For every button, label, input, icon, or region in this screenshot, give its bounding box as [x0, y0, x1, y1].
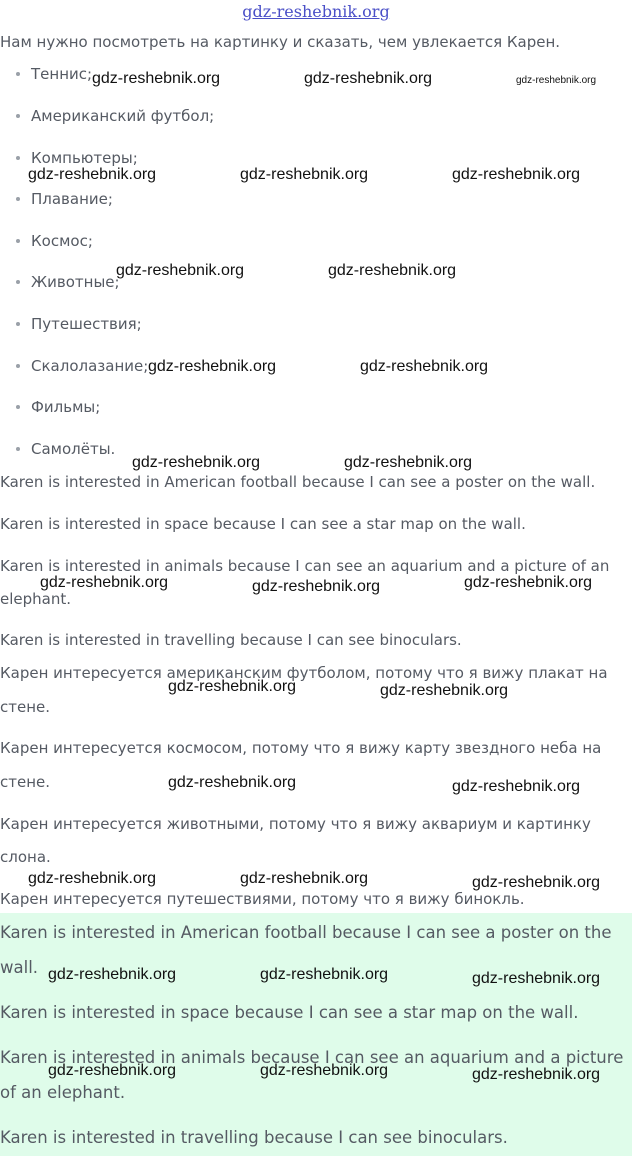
bullet-icon: [16, 72, 20, 76]
russian-sentence: стене.: [0, 773, 51, 791]
hobby-label: Путешествия;: [31, 315, 142, 333]
watermark: gdz-reshebnik.org: [304, 70, 433, 87]
hobby-item: [16, 106, 214, 126]
bullet-icon: [16, 114, 20, 118]
watermark: gdz-reshebnik.org: [116, 262, 245, 279]
hobby-label: Компьютеры;: [31, 149, 138, 167]
hobby-item: [16, 64, 92, 84]
watermark: gdz-reshebnik.org: [148, 358, 277, 375]
intro-text: Нам нужно посмотреть на картинку и сказать, чем увлекается Карен.: [0, 33, 561, 51]
answer-box: [0, 913, 632, 1156]
watermark: gdz-reshebnik.org: [516, 75, 597, 86]
hobby-item: [16, 314, 142, 334]
russian-sentence: стене.: [0, 698, 51, 716]
russian-sentence: Карен интересуется космосом, потому что я вижу карту звездного неба на: [0, 739, 602, 757]
watermark: gdz-reshebnik.org: [168, 678, 297, 695]
bullet-icon: [16, 156, 20, 160]
hobby-item: [16, 189, 113, 209]
watermark: gdz-reshebnik.org: [472, 1066, 601, 1083]
english-sentence: elephant.: [0, 590, 72, 608]
hobby-label: Фильмы;: [31, 398, 101, 416]
watermark: gdz-reshebnik.org: [472, 874, 601, 891]
bullet-icon: [16, 405, 20, 409]
russian-sentence: слона.: [0, 848, 51, 866]
watermark: gdz-reshebnik.org: [240, 166, 369, 183]
hobby-item: [16, 397, 100, 417]
english-sentence: Karen is interested in space because I can see a star map on the wall.: [0, 515, 526, 533]
site-title[interactable]: gdz-reshebnik.org: [242, 2, 390, 21]
hobby-label: Скалолазание;: [31, 357, 149, 375]
watermark: gdz-reshebnik.org: [328, 262, 457, 279]
watermark: gdz-reshebnik.org: [380, 682, 509, 699]
bullet-icon: [16, 239, 20, 243]
bullet-icon: [16, 364, 20, 368]
english-sentence: Karen is interested in travelling because I can see binoculars.: [0, 631, 462, 649]
hobby-label: Плавание;: [31, 190, 113, 208]
hobby-label: Космос;: [31, 232, 93, 250]
watermark: gdz-reshebnik.org: [48, 1062, 177, 1079]
bullet-icon: [16, 197, 20, 201]
bullet-icon: [16, 447, 20, 451]
answer-line: wall.: [0, 958, 39, 977]
watermark: gdz-reshebnik.org: [28, 870, 157, 887]
watermark: gdz-reshebnik.org: [168, 774, 297, 791]
hobby-item: [16, 272, 120, 292]
english-sentence: Karen is interested in animals because I can see an aquarium and a picture of an: [0, 557, 610, 575]
russian-sentence: Карен интересуется американским футболом, потому что я вижу плакат на: [0, 664, 608, 682]
answer-line: Karen is interested in animals because I can see an aquarium and a picture: [0, 1048, 624, 1067]
watermark: gdz-reshebnik.org: [452, 166, 581, 183]
hobby-label: Самолёты.: [31, 440, 116, 458]
watermark: gdz-reshebnik.org: [472, 970, 601, 987]
hobby-label: Американский футбол;: [31, 107, 215, 125]
watermark: gdz-reshebnik.org: [260, 966, 389, 983]
watermark: gdz-reshebnik.org: [92, 70, 221, 87]
watermark: gdz-reshebnik.org: [132, 454, 261, 471]
hobby-item: [16, 231, 93, 251]
watermark: gdz-reshebnik.org: [360, 358, 489, 375]
hobby-label: Теннис;: [31, 65, 93, 83]
watermark: gdz-reshebnik.org: [452, 778, 581, 795]
russian-sentence: Карен интересуется путешествиями, потому что я вижу бинокль.: [0, 890, 525, 908]
bullet-icon: [16, 280, 20, 284]
watermark: gdz-reshebnik.org: [40, 574, 169, 591]
watermark: gdz-reshebnik.org: [344, 454, 473, 471]
watermark: gdz-reshebnik.org: [28, 166, 157, 183]
watermark: gdz-reshebnik.org: [252, 578, 381, 595]
bullet-icon: [16, 322, 20, 326]
watermark: gdz-reshebnik.org: [240, 870, 369, 887]
answer-line: Karen is interested in space because I can see a star map on the wall.: [0, 1003, 579, 1022]
russian-sentence: Карен интересуется животными, потому что я вижу аквариум и картинку: [0, 815, 591, 833]
watermark: gdz-reshebnik.org: [48, 966, 177, 983]
hobby-item: [16, 356, 148, 376]
english-sentence: Karen is interested in American football because I can see a poster on the wall.: [0, 473, 596, 491]
hobby-label: Животные;: [31, 273, 120, 291]
answer-line: Karen is interested in travelling because I can see binoculars.: [0, 1128, 508, 1147]
hobby-item: [16, 439, 115, 459]
answer-line: of an elephant.: [0, 1083, 126, 1102]
answer-line: Karen is interested in American football because I can see a poster on the: [0, 923, 612, 942]
watermark: gdz-reshebnik.org: [260, 1062, 389, 1079]
hobby-item: [16, 148, 138, 168]
watermark: gdz-reshebnik.org: [464, 574, 593, 591]
